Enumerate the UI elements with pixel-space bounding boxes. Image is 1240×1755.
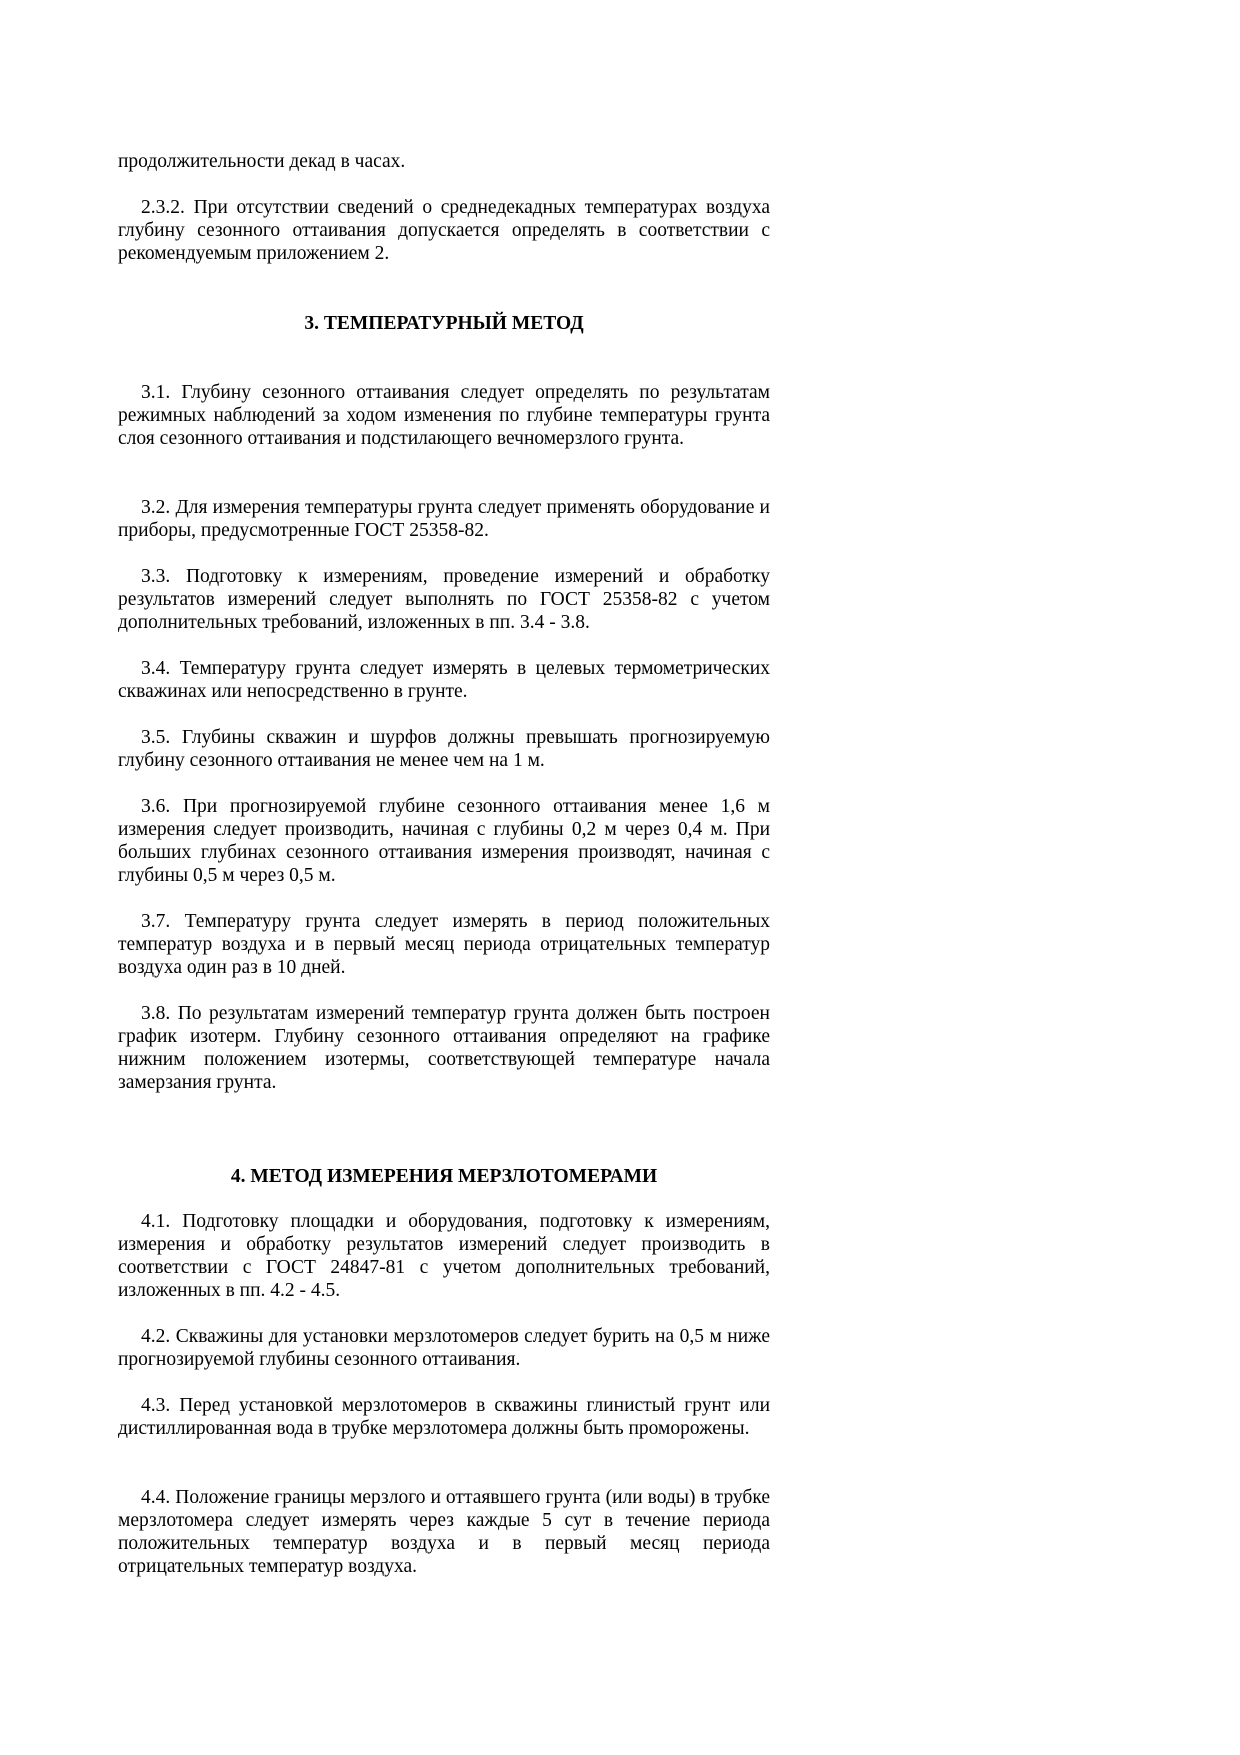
paragraph-4-3: 4.3. Перед установкой мерзлотомеров в скважины глинистый грунт или дистиллированная вода в трубке мерзлотомера должны быть проморожены. (118, 1395, 770, 1439)
paragraph-3-7: 3.7. Температуру грунта следует измерять в период положительных температур воздуха и в первый месяц периода отрицательных температур воздуха один раз в 10 дней. (118, 911, 770, 978)
paragraph-4-4: 4.4. Положение границы мерзлого и оттаявшего грунта (или воды) в трубке мерзлотомера следует измерять через каждые 5 сут в течение периода положительных температур воздуха и в первый месяц периода отрицательных температур воздуха. (118, 1487, 770, 1577)
paragraph-2-3-2: 2.3.2. При отсутствии сведений о среднедекадных температурах воздуха глубину сезонного оттаивания допускается определять в соответствии с рекомендуемым приложением 2. (118, 197, 770, 264)
lead-in-paragraph: продолжительности декад в часах. (118, 151, 406, 172)
section-4-title: 4. МЕТОД ИЗМЕРЕНИЯ МЕРЗЛОТОМЕРАМИ (230, 1166, 658, 1187)
paragraph-4-2: 4.2. Скважины для установки мерзлотомеров следует бурить на 0,5 м ниже прогнозируемой глубины сезонного оттаивания. (118, 1326, 770, 1370)
paragraph-3-4: 3.4. Температуру грунта следует измерять в целевых термометрических скважинах или непосредственно в грунте. (118, 658, 770, 702)
paragraph-3-2: 3.2. Для измерения температуры грунта следует применять оборудование и приборы, предусмотренные ГОСТ 25358-82. (118, 497, 770, 541)
paragraph-3-1: 3.1. Глубину сезонного оттаивания следует определять по результатам режимных наблюдений за ходом изменения по глубине температуры грунта слоя сезонного оттаивания и подстилающего вечномерзлого грунта. (118, 382, 770, 449)
paragraph-3-6: 3.6. При прогнозируемой глубине сезонного оттаивания менее 1,6 м измерения следует производить, начиная с глубины 0,2 м через 0,4 м. При больших глубинах сезонного оттаивания измерения производят, начиная с глубины 0,5 м через 0,5 м. (118, 796, 770, 886)
paragraph-3-8: 3.8. По результатам измерений температур грунта должен быть построен график изотерм. Глубину сезонного оттаивания определяют на графике нижним положением изотермы, соответствующей температуре начала замерзания грунта. (118, 1003, 770, 1093)
section-3-title: 3. ТЕМПЕРАТУРНЫЙ МЕТОД (304, 313, 584, 334)
paragraph-3-5: 3.5. Глубины скважин и шурфов должны превышать прогнозируемую глубину сезонного оттаивания не менее чем на 1 м. (118, 727, 770, 771)
paragraph-4-1: 4.1. Подготовку площадки и оборудования, подготовку к измерениям, измерения и обработку результатов измерений следует производить в соответствии с ГОСТ 24847-81 с учетом дополнительных требований, изложенных в пп. 4.2 - 4.5. (118, 1211, 770, 1301)
paragraph-3-3: 3.3. Подготовку к измерениям, проведение измерений и обработку результатов измерений следует выполнять по ГОСТ 25358-82 с учетом дополнительных требований, изложенных в пп. 3.4 - 3.8. (118, 566, 770, 633)
